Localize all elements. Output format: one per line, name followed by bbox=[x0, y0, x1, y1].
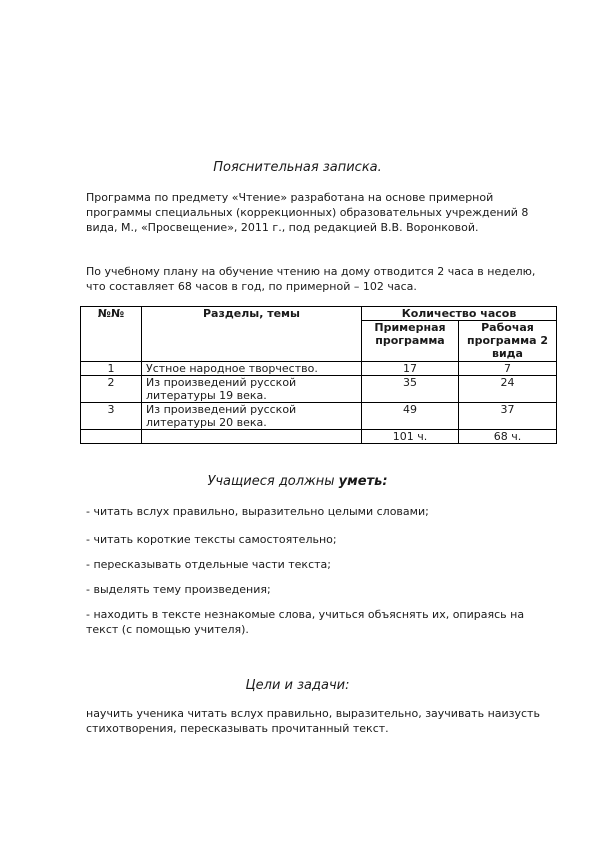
skill-item: - читать короткие тексты самостоятельно; bbox=[86, 533, 337, 546]
total-working-hours: 68 ч. bbox=[459, 430, 557, 444]
total-topic-empty bbox=[142, 430, 362, 444]
table-row bbox=[81, 403, 557, 430]
row-example-hours: 49 bbox=[362, 403, 459, 430]
header-example-program: Примерная программа bbox=[362, 321, 459, 362]
row-working-hours: 37 bbox=[459, 403, 557, 430]
intro-paragraph: Программа по предмету «Чтение» разработана на основе примерной программы специальных (коррекционных) образовательных учреждений 8 вида, М., «Просвещение», 2011 г., под редакцией В.В. Воронковой. bbox=[86, 191, 529, 234]
goals-heading: Цели и задачи: bbox=[245, 678, 350, 693]
header-hours: Количество часов bbox=[362, 307, 557, 321]
page-title: Пояснительная записка. bbox=[213, 160, 382, 175]
row-topic: Из произведений русской литературы 19 века. bbox=[142, 376, 362, 403]
goals-paragraph: научить ученика читать вслух правильно, выразительно, заучивать наизусть стихотворения, пересказывать прочитанный текст. bbox=[86, 707, 540, 735]
row-working-hours: 7 bbox=[459, 362, 557, 376]
row-num: 1 bbox=[81, 362, 142, 376]
skill-item: - выделять тему произведения; bbox=[86, 583, 271, 596]
row-working-hours: 24 bbox=[459, 376, 557, 403]
row-topic: Из произведений русской литературы 20 века. bbox=[142, 403, 362, 430]
row-num: 3 bbox=[81, 403, 142, 430]
total-num-empty bbox=[81, 430, 142, 444]
skills-heading-lead: Учащиеся должны bbox=[207, 474, 339, 489]
table-header-row bbox=[81, 307, 557, 321]
table-row bbox=[81, 376, 557, 403]
table-row bbox=[81, 362, 557, 376]
row-num: 2 bbox=[81, 376, 142, 403]
skill-item: - пересказывать отдельные части текста; bbox=[86, 558, 331, 571]
table-total-row bbox=[81, 430, 557, 444]
row-topic: Устное народное творчество. bbox=[142, 362, 362, 376]
row-example-hours: 35 bbox=[362, 376, 459, 403]
row-example-hours: 17 bbox=[362, 362, 459, 376]
skills-heading-emphasis: уметь: bbox=[338, 474, 388, 489]
hours-table bbox=[80, 306, 557, 444]
total-example-hours: 101 ч. bbox=[362, 430, 459, 444]
plan-paragraph: По учебному плану на обучение чтению на дому отводится 2 часа в неделю, что составляет 68 часов в год, по примерной – 102 часа. bbox=[86, 265, 536, 293]
header-num: №№ bbox=[81, 307, 142, 362]
header-topics: Разделы, темы bbox=[142, 307, 362, 362]
skill-item: - читать вслух правильно, выразительно целыми словами; bbox=[86, 505, 429, 518]
skills-heading bbox=[0, 474, 595, 489]
skill-item: - находить в тексте незнакомые слова, учиться объяснять их, опираясь на текст (с помощью учителя). bbox=[86, 608, 525, 636]
header-working-program: Рабочая программа 2 вида bbox=[459, 321, 557, 362]
